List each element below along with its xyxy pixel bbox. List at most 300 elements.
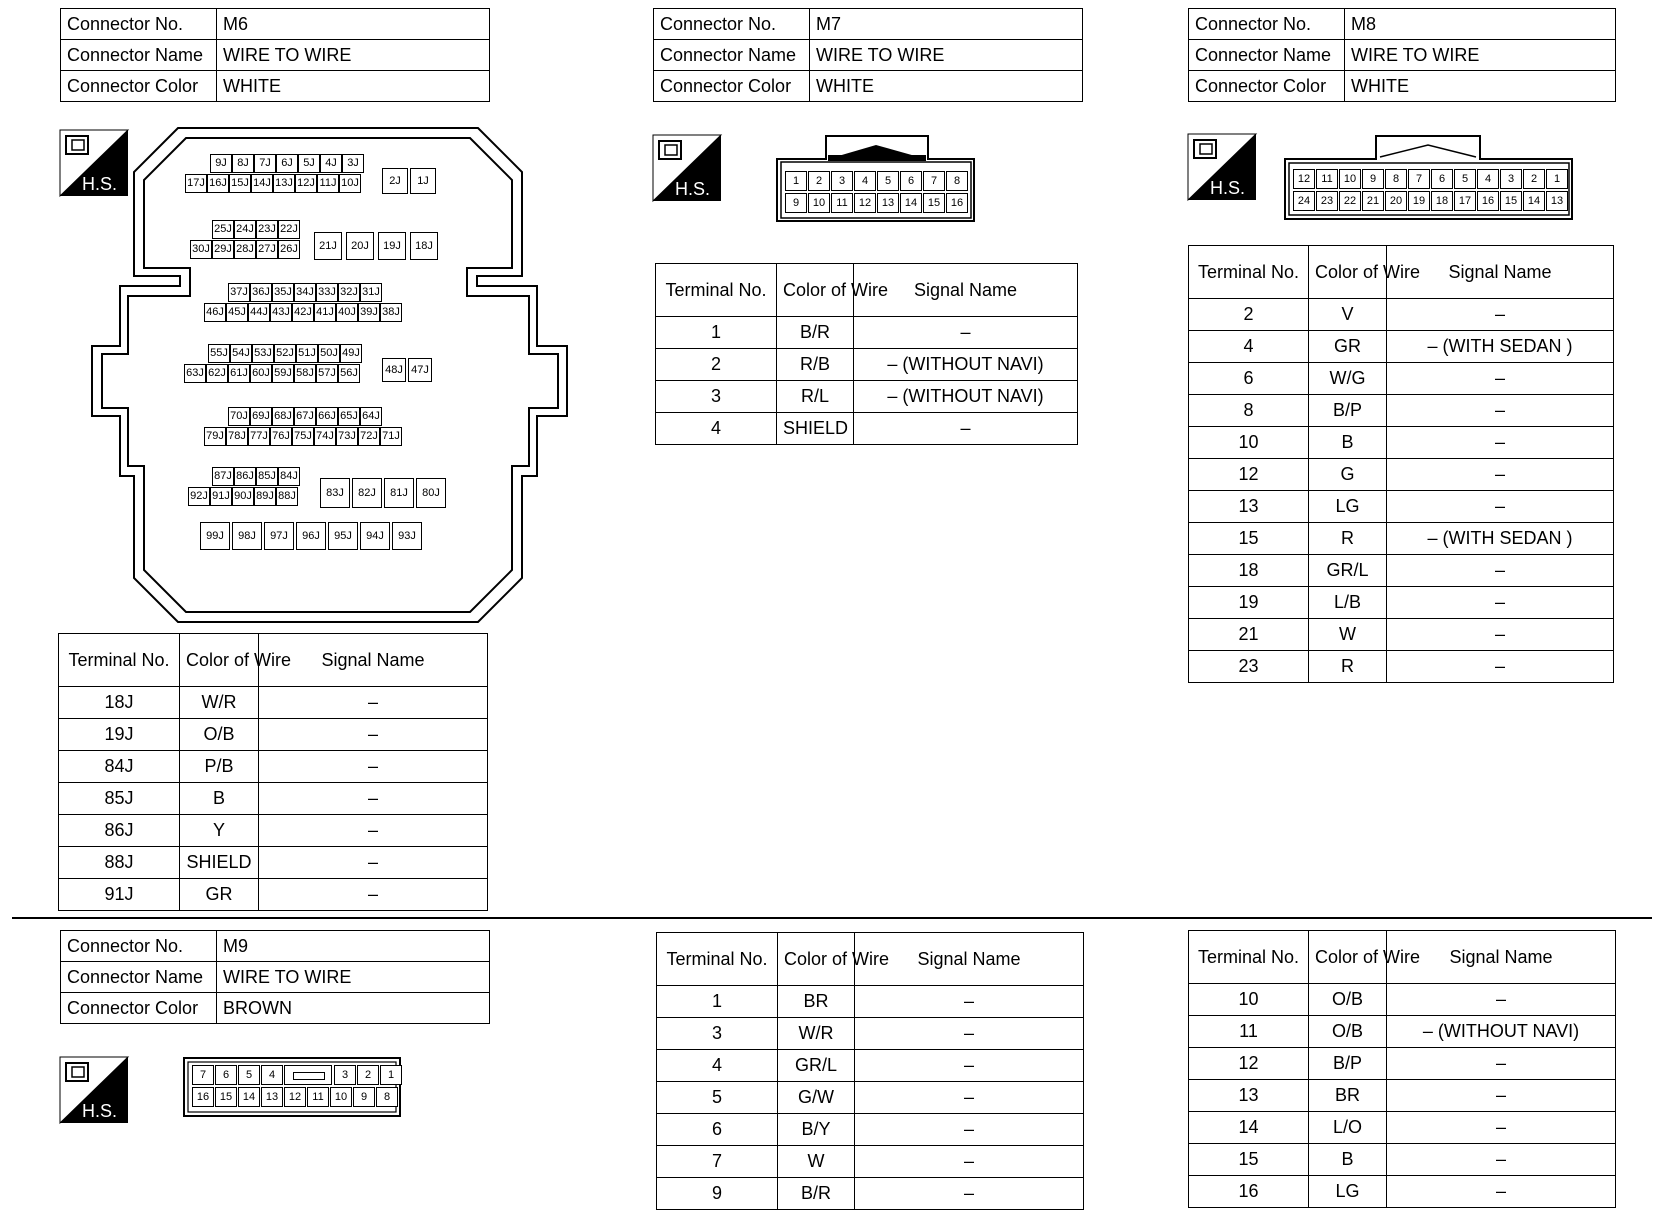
connector-pin: 79J [204, 427, 226, 446]
connector-pin: 23J [256, 220, 278, 239]
connector-pin: 46J [204, 303, 226, 322]
signal-name-cell: – [1387, 427, 1614, 459]
terminal-no-cell: 2 [656, 349, 777, 381]
connector-pin: 50J [318, 344, 340, 363]
terminal-no-cell: 84J [59, 751, 180, 783]
connector-pin: 28J [234, 240, 256, 259]
signal-name-cell: – [854, 317, 1078, 349]
connector-color-label: Connector Color [654, 71, 810, 102]
connector-pin: 19J [378, 232, 406, 260]
connector-pin: 93J [392, 522, 422, 550]
connector-pin: 9 [353, 1087, 375, 1107]
terminal-row [657, 986, 1084, 1018]
latch-slot [293, 1072, 325, 1080]
terminal-row [1189, 1112, 1616, 1144]
terminal-no-cell: 2 [1189, 299, 1309, 331]
m9-terminal-table-a [656, 932, 1084, 1210]
signal-name-cell: – [1387, 555, 1614, 587]
connector-pin: 47J [408, 358, 432, 382]
signal-name-cell: – [855, 986, 1084, 1018]
terminal-no-cell: 16 [1189, 1176, 1309, 1208]
connector-pin: 55J [208, 344, 230, 363]
wire-color-cell: GR/L [1309, 555, 1387, 587]
terminal-no-header: Terminal No. [1189, 931, 1309, 984]
connector-pin: 67J [294, 407, 316, 426]
connector-pin: 92J [188, 487, 210, 506]
connector-pin: 18J [410, 232, 438, 260]
terminal-row [59, 719, 488, 751]
signal-name-header: Signal Name [855, 933, 1084, 986]
m7-terminal-table [655, 263, 1078, 445]
wire-color-cell: G [1309, 459, 1387, 491]
connector-pin: 78J [226, 427, 248, 446]
signal-name-cell: – [855, 1114, 1084, 1146]
connector-pin: 63J [184, 364, 206, 383]
connector-pin: 29J [212, 240, 234, 259]
connector-pin: 10 [330, 1087, 352, 1107]
connector-pin: 5 [877, 171, 899, 191]
connector-pin: 11 [831, 193, 853, 213]
connector-pin: 1 [380, 1065, 402, 1085]
color-of-wire-header: Color of Wire [1309, 931, 1387, 984]
connector-pin: 2J [382, 168, 408, 194]
m8-connector-face [1284, 135, 1574, 221]
connector-name-label: Connector Name [1189, 40, 1345, 71]
connector-pin: 71J [380, 427, 402, 446]
connector-pin: 44J [248, 303, 270, 322]
connector-pin: 8 [376, 1087, 398, 1107]
wire-color-cell: LG [1309, 491, 1387, 523]
wire-color-cell: SHIELD [777, 413, 854, 445]
terminal-no-cell: 13 [1189, 1080, 1309, 1112]
connector-pin: 56J [338, 364, 360, 383]
m7-info-table [653, 8, 1083, 102]
connector-pin: 6 [215, 1065, 237, 1085]
signal-name-cell: – [1387, 395, 1614, 427]
color-of-wire-header: Color of Wire [777, 264, 854, 317]
connector-pin: 77J [248, 427, 270, 446]
signal-name-cell: – [1387, 299, 1614, 331]
terminal-row [1189, 555, 1614, 587]
connector-pin: 3J [342, 154, 364, 173]
connector-pin: 14 [238, 1087, 260, 1107]
connector-pin: 12 [1293, 169, 1315, 189]
connector-pin: 38J [380, 303, 402, 322]
terminal-no-header: Terminal No. [656, 264, 777, 317]
terminal-no-cell: 5 [657, 1082, 778, 1114]
connector-pin: 6 [900, 171, 922, 191]
connector-pin: 91J [210, 487, 232, 506]
connector-pin: 24 [1293, 191, 1315, 211]
connector-pin: 8 [946, 171, 968, 191]
connector-pin: 42J [292, 303, 314, 322]
terminal-row [657, 1178, 1084, 1210]
signal-name-cell: – [1387, 984, 1616, 1016]
wire-color-cell: B [180, 783, 259, 815]
terminal-no-cell: 3 [656, 381, 777, 413]
signal-name-cell: – [1387, 587, 1614, 619]
connector-pin: 34J [294, 283, 316, 302]
connector-pin: 54J [230, 344, 252, 363]
connector-no-label: Connector No. [654, 9, 810, 40]
signal-name-header: Signal Name [1387, 931, 1616, 984]
connector-no-label: Connector No. [1189, 9, 1345, 40]
wire-color-cell: L/B [1309, 587, 1387, 619]
connector-color-label: Connector Color [1189, 71, 1345, 102]
connector-pin: 20J [346, 232, 374, 260]
connector-pin: 48J [382, 358, 406, 382]
connector-pin: 22 [1339, 191, 1361, 211]
harness-side-icon [653, 135, 721, 201]
terminal-row [657, 1050, 1084, 1082]
connector-pin: 59J [272, 364, 294, 383]
connector-pin: 17 [1454, 191, 1476, 211]
connector-pin: 36J [250, 283, 272, 302]
connector-no-value: M8 [1345, 9, 1616, 40]
connector-pin: 35J [272, 283, 294, 302]
connector-pin: 94J [360, 522, 390, 550]
connector-pin: 12 [854, 193, 876, 213]
connector-color-value: BROWN [217, 993, 490, 1024]
signal-name-cell: – [855, 1146, 1084, 1178]
connector-name-value: WIRE TO WIRE [217, 962, 490, 993]
connector-pin: 81J [384, 478, 414, 508]
wire-color-cell: B [1309, 427, 1387, 459]
connector-pin: 85J [256, 467, 278, 486]
wire-color-cell: BR [778, 986, 855, 1018]
connector-pin: 8 [1385, 169, 1407, 189]
wire-color-cell: G/W [778, 1082, 855, 1114]
signal-name-cell: – [855, 1082, 1084, 1114]
connector-pin: 58J [294, 364, 316, 383]
connector-pin: 30J [190, 240, 212, 259]
connector-pin: 2 [357, 1065, 379, 1085]
terminal-row [1189, 1048, 1616, 1080]
connector-pin: 1 [1546, 169, 1568, 189]
connector-pin: 14 [1523, 191, 1545, 211]
connector-name-label: Connector Name [61, 962, 217, 993]
terminal-row [1189, 299, 1614, 331]
signal-name-cell: – [854, 413, 1078, 445]
connector-pin: 69J [250, 407, 272, 426]
wire-color-cell: B/P [1309, 1048, 1387, 1080]
terminal-row [1189, 1080, 1616, 1112]
signal-name-header: Signal Name [854, 264, 1078, 317]
signal-name-cell: – (WITH SEDAN ) [1387, 331, 1614, 363]
connector-no-label: Connector No. [61, 931, 217, 962]
signal-name-cell: – [259, 879, 488, 911]
connector-pin: 4 [261, 1065, 283, 1085]
connector-pin: 49J [340, 344, 362, 363]
harness-side-icon [60, 1057, 128, 1123]
terminal-row [59, 783, 488, 815]
connector-pin: 83J [320, 478, 350, 508]
terminal-row [59, 879, 488, 911]
m7-connector-face [776, 135, 976, 223]
wire-color-cell: B/P [1309, 395, 1387, 427]
wire-color-cell: R [1309, 523, 1387, 555]
connector-pin: 18 [1431, 191, 1453, 211]
m9-terminal-table-b [1188, 930, 1616, 1208]
terminal-row [657, 1114, 1084, 1146]
connector-pin: 8J [232, 154, 254, 173]
connector-name-label: Connector Name [61, 40, 217, 71]
terminal-no-cell: 10 [1189, 984, 1309, 1016]
signal-name-cell: – [1387, 1112, 1616, 1144]
connector-no-value: M6 [217, 9, 490, 40]
terminal-row [656, 413, 1078, 445]
connector-color-label: Connector Color [61, 993, 217, 1024]
connector-pin: 98J [232, 522, 262, 550]
m9-connector-face [183, 1057, 401, 1117]
connector-pin: 64J [360, 407, 382, 426]
connector-pin: 15 [1500, 191, 1522, 211]
connector-pin: 89J [254, 487, 276, 506]
connector-pin: 7 [1408, 169, 1430, 189]
connector-pin: 53J [252, 344, 274, 363]
connector-pin: 24J [234, 220, 256, 239]
connector-pin: 7J [254, 154, 276, 173]
connector-pin: 11 [1316, 169, 1338, 189]
connector-pin: 65J [338, 407, 360, 426]
connector-pin: 10J [339, 174, 361, 193]
connector-pin: 7 [192, 1065, 214, 1085]
terminal-row [656, 349, 1078, 381]
connector-pin: 5J [298, 154, 320, 173]
signal-name-cell: – [259, 751, 488, 783]
m8-terminal-table [1188, 245, 1614, 683]
signal-name-cell: – (WITHOUT NAVI) [1387, 1016, 1616, 1048]
connector-pin: 13J [273, 174, 295, 193]
connector-pin: 96J [296, 522, 326, 550]
connector-pin: 39J [358, 303, 380, 322]
connector-pin: 87J [212, 467, 234, 486]
wire-color-cell: B [1309, 1144, 1387, 1176]
terminal-no-cell: 4 [657, 1050, 778, 1082]
connector-pin: 9 [1362, 169, 1384, 189]
connector-pin: 10 [808, 193, 830, 213]
terminal-no-cell: 12 [1189, 1048, 1309, 1080]
connector-color-value: WHITE [810, 71, 1083, 102]
terminal-row [1189, 331, 1614, 363]
connector-no-value: M7 [810, 9, 1083, 40]
wire-color-cell: SHIELD [180, 847, 259, 879]
wire-color-cell: W [1309, 619, 1387, 651]
connector-pin: 21 [1362, 191, 1384, 211]
connector-pin: 15 [215, 1087, 237, 1107]
connector-pin: 84J [278, 467, 300, 486]
terminal-no-cell: 18J [59, 687, 180, 719]
connector-pin: 13 [1546, 191, 1568, 211]
wire-color-cell: L/O [1309, 1112, 1387, 1144]
signal-name-cell: – [1387, 1144, 1616, 1176]
connector-name-value: WIRE TO WIRE [217, 40, 490, 71]
svg-text:H.S.: H.S. [82, 1101, 118, 1121]
connector-color-value: WHITE [1345, 71, 1616, 102]
terminal-row [656, 381, 1078, 413]
terminal-no-cell: 1 [657, 986, 778, 1018]
connector-pin: 72J [358, 427, 380, 446]
terminal-row [1189, 491, 1614, 523]
connector-pin: 88J [276, 487, 298, 506]
connector-pin: 17J [185, 174, 207, 193]
m6-terminal-table [58, 633, 488, 911]
terminal-no-cell: 1 [656, 317, 777, 349]
connector-pin: 16 [946, 193, 968, 213]
m8-info-table [1188, 8, 1616, 102]
color-of-wire-header: Color of Wire [778, 933, 855, 986]
connector-pin: 12 [284, 1087, 306, 1107]
connector-pin: 86J [234, 467, 256, 486]
terminal-no-cell: 15 [1189, 1144, 1309, 1176]
signal-name-cell: – [259, 847, 488, 879]
signal-name-cell: – [1387, 459, 1614, 491]
connector-pin: 40J [336, 303, 358, 322]
connector-pin: 23 [1316, 191, 1338, 211]
signal-name-cell: – (WITH SEDAN ) [1387, 523, 1614, 555]
signal-name-cell: – [1387, 1176, 1616, 1208]
terminal-no-cell: 23 [1189, 651, 1309, 683]
connector-pin: 20 [1385, 191, 1407, 211]
connector-pin: 33J [316, 283, 338, 302]
terminal-row [59, 815, 488, 847]
connector-pin: 16 [192, 1087, 214, 1107]
terminal-no-header: Terminal No. [59, 634, 180, 687]
signal-name-cell: – [855, 1178, 1084, 1210]
svg-text:H.S.: H.S. [1210, 178, 1246, 198]
signal-name-cell: – [1387, 1048, 1616, 1080]
color-of-wire-header: Color of Wire [1309, 246, 1387, 299]
signal-name-cell: – [259, 783, 488, 815]
connector-pin: 3 [1500, 169, 1522, 189]
connector-pin: 14 [900, 193, 922, 213]
terminal-row [1189, 459, 1614, 491]
wire-color-cell: W [778, 1146, 855, 1178]
connector-pin: 4 [1477, 169, 1499, 189]
connector-name-value: WIRE TO WIRE [810, 40, 1083, 71]
connector-pin: 80J [416, 478, 446, 508]
connector-pin: 13 [877, 193, 899, 213]
terminal-row [1189, 523, 1614, 555]
connector-pin: 90J [232, 487, 254, 506]
connector-pin: 76J [270, 427, 292, 446]
connector-pin: 12J [295, 174, 317, 193]
terminal-no-cell: 19 [1189, 587, 1309, 619]
connector-pin: 13 [261, 1087, 283, 1107]
connector-pin: 25J [212, 220, 234, 239]
connector-color-value: WHITE [217, 71, 490, 102]
signal-name-cell: – [259, 687, 488, 719]
connector-pin: 2 [1523, 169, 1545, 189]
connector-pin: 73J [336, 427, 358, 446]
terminal-row [59, 751, 488, 783]
terminal-row [1189, 651, 1614, 683]
connector-pin: 43J [270, 303, 292, 322]
connector-pin: 15 [923, 193, 945, 213]
connector-pin: 19 [1408, 191, 1430, 211]
terminal-no-header: Terminal No. [1189, 246, 1309, 299]
terminal-no-cell: 86J [59, 815, 180, 847]
signal-name-cell: – [1387, 363, 1614, 395]
wire-color-cell: GR/L [778, 1050, 855, 1082]
terminal-no-cell: 9 [657, 1178, 778, 1210]
connector-pin: 68J [272, 407, 294, 426]
connector-pin: 22J [278, 220, 300, 239]
terminal-no-cell: 6 [1189, 363, 1309, 395]
wire-color-cell: W/R [778, 1018, 855, 1050]
connector-pin: 3 [334, 1065, 356, 1085]
connector-pin: 21J [314, 232, 342, 260]
terminal-row [59, 687, 488, 719]
connector-pin: 37J [228, 283, 250, 302]
wire-color-cell: GR [1309, 331, 1387, 363]
terminal-no-cell: 3 [657, 1018, 778, 1050]
wire-color-cell: R/B [777, 349, 854, 381]
connector-pin: 70J [228, 407, 250, 426]
connector-pin: 45J [226, 303, 248, 322]
color-of-wire-header: Color of Wire [180, 634, 259, 687]
wire-color-cell: O/B [1309, 984, 1387, 1016]
wire-color-cell: R/L [777, 381, 854, 413]
wire-color-cell: GR [180, 879, 259, 911]
connector-pin: 5 [238, 1065, 260, 1085]
terminal-row [657, 1146, 1084, 1178]
terminal-row [656, 317, 1078, 349]
m9-info-table [60, 930, 490, 1024]
signal-name-cell: – [1387, 491, 1614, 523]
signal-name-cell: – [1387, 651, 1614, 683]
connector-pin: 31J [360, 283, 382, 302]
terminal-no-cell: 15 [1189, 523, 1309, 555]
terminal-no-cell: 85J [59, 783, 180, 815]
connector-pin: 10 [1339, 169, 1361, 189]
terminal-row [1189, 984, 1616, 1016]
connector-pin: 26J [278, 240, 300, 259]
terminal-no-cell: 13 [1189, 491, 1309, 523]
connector-pin: 6J [276, 154, 298, 173]
signal-name-cell: – [1387, 619, 1614, 651]
svg-text:H.S.: H.S. [82, 174, 118, 194]
connector-pin: 95J [328, 522, 358, 550]
signal-name-cell: – [855, 1018, 1084, 1050]
connector-pin: 75J [292, 427, 314, 446]
connector-pin: 2 [808, 171, 830, 191]
signal-name-header: Signal Name [1387, 246, 1614, 299]
signal-name-cell: – [855, 1050, 1084, 1082]
terminal-no-cell: 14 [1189, 1112, 1309, 1144]
wire-color-cell: V [1309, 299, 1387, 331]
terminal-no-cell: 7 [657, 1146, 778, 1178]
signal-name-cell: – (WITHOUT NAVI) [854, 381, 1078, 413]
wire-color-cell: O/B [180, 719, 259, 751]
terminal-row [1189, 427, 1614, 459]
connector-pin: 16 [1477, 191, 1499, 211]
connector-pin: 4J [320, 154, 342, 173]
connector-latch [284, 1065, 332, 1085]
connector-pin: 15J [229, 174, 251, 193]
terminal-row [1189, 1144, 1616, 1176]
connector-pin: 5 [1454, 169, 1476, 189]
terminal-no-cell: 11 [1189, 1016, 1309, 1048]
connector-no-label: Connector No. [61, 9, 217, 40]
connector-pin: 1J [410, 168, 436, 194]
connector-pin: 6 [1431, 169, 1453, 189]
connector-pin: 99J [200, 522, 230, 550]
terminal-row [1189, 363, 1614, 395]
connector-pin: 9J [210, 154, 232, 173]
wire-color-cell: B/Y [778, 1114, 855, 1146]
signal-name-header: Signal Name [259, 634, 488, 687]
